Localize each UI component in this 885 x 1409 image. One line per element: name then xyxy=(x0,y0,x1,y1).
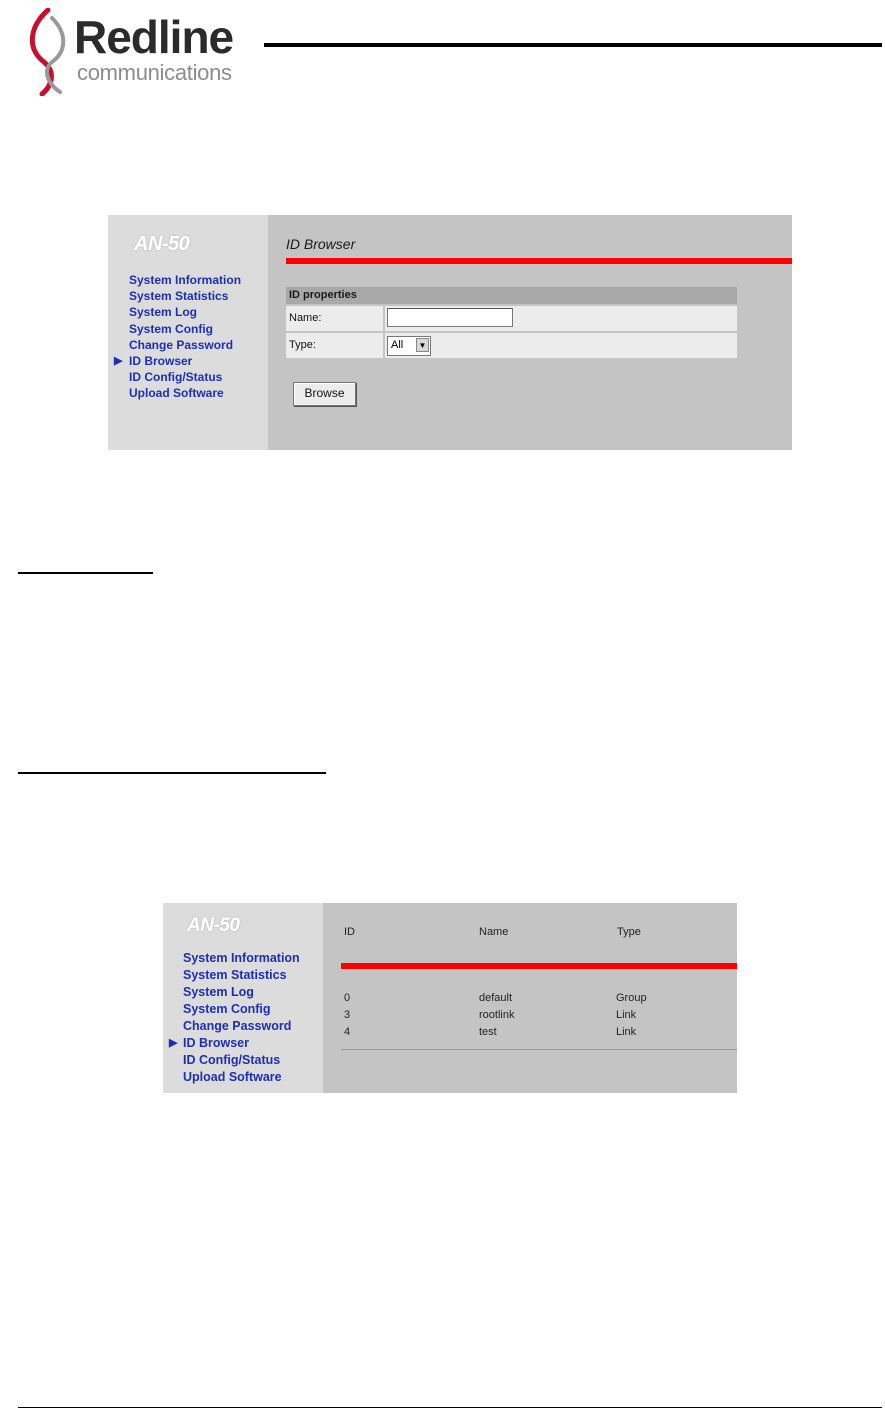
menu-item-system-log[interactable] xyxy=(129,304,241,320)
menu-item-system-log[interactable] xyxy=(183,984,300,1001)
redline-logo-icon xyxy=(22,8,74,96)
selected-arrow-icon: ▶ xyxy=(114,354,123,367)
logo-wordmark: Redline xyxy=(74,11,234,63)
menu-item-system-information[interactable] xyxy=(129,272,241,288)
page-title: ID Browser xyxy=(286,236,356,252)
menu-item-id-config-status[interactable] xyxy=(183,1052,300,1069)
selected-arrow-icon: ▶ xyxy=(169,1037,178,1049)
sidebar xyxy=(163,903,323,1093)
browse-button[interactable]: Browse xyxy=(293,382,356,406)
type-select-value: All xyxy=(391,339,404,351)
table-row[interactable] xyxy=(343,992,723,1008)
id-browser-form-screenshot xyxy=(108,215,792,450)
cell-type: Group xyxy=(616,992,647,1004)
type-select[interactable] xyxy=(387,336,431,356)
menu-item-label: ID Browser xyxy=(129,353,193,368)
table-row[interactable] xyxy=(343,1026,723,1042)
header-accent-bar xyxy=(341,963,737,969)
cell-name[interactable]: default xyxy=(479,992,513,1004)
menu-item-label: Upload Software xyxy=(183,1070,282,1084)
menu-item-system-statistics[interactable] xyxy=(129,288,241,304)
menu-item-label: System Information xyxy=(129,273,242,287)
menu-item-label: System Config xyxy=(183,1002,271,1016)
table-bottom-divider xyxy=(341,1049,737,1050)
name-row xyxy=(286,304,737,331)
section-heading-underline xyxy=(18,772,326,774)
header-rule xyxy=(264,43,882,47)
menu-item-label: ID Config/Status xyxy=(183,1053,281,1067)
menu-item-system-information[interactable] xyxy=(183,950,300,967)
menu-item-upload-software[interactable] xyxy=(129,385,241,401)
menu-item-label: ID Config/Status xyxy=(129,370,223,385)
menu-item-label: System Statistics xyxy=(129,289,229,304)
type-label: Type: xyxy=(289,339,316,351)
menu-item-label: Upload Software xyxy=(129,386,224,401)
menu-item-label: System Statistics xyxy=(183,968,287,982)
cell-separator xyxy=(383,333,385,358)
menu-item-system-config[interactable] xyxy=(183,1001,300,1018)
menu-item-system-config[interactable] xyxy=(129,321,241,337)
menu-item-id-browser[interactable] xyxy=(114,353,241,369)
sidebar-menu xyxy=(114,272,242,402)
cell-id: 4 xyxy=(344,1026,351,1038)
id-list-screenshot xyxy=(163,903,737,1093)
menu-item-label: ID Browser xyxy=(183,1036,249,1050)
name-input[interactable] xyxy=(387,308,513,327)
menu-item-label: Change Password xyxy=(183,1019,292,1033)
menu-item-id-config-status[interactable] xyxy=(129,369,241,385)
cell-name[interactable]: rootlink xyxy=(479,1009,515,1021)
sidebar-title: AN-50 xyxy=(134,233,190,255)
name-label: Name: xyxy=(289,312,322,324)
menu-item-label: System Log xyxy=(129,305,198,320)
column-header-id: ID xyxy=(344,926,355,938)
footer-rule xyxy=(18,1407,882,1408)
sidebar-menu xyxy=(169,950,300,1086)
sidebar-title: AN-50 xyxy=(187,915,240,936)
cell-type: Link xyxy=(616,1009,637,1021)
menu-item-label: System Config xyxy=(129,321,214,336)
section-heading-underline xyxy=(18,572,153,574)
column-header-type: Type xyxy=(617,926,641,938)
cell-type: Link xyxy=(616,1026,637,1038)
column-header-name: Name xyxy=(479,926,509,938)
menu-item-label: Change Password xyxy=(129,337,234,352)
menu-item-system-statistics[interactable] xyxy=(183,967,300,984)
menu-item-label: System Information xyxy=(183,951,300,965)
menu-item-label: System Log xyxy=(183,985,254,999)
cell-separator xyxy=(383,306,385,331)
cell-id: 3 xyxy=(344,1009,351,1021)
id-properties-table xyxy=(286,287,737,358)
menu-item-id-browser[interactable] xyxy=(169,1035,300,1052)
logo-subtitle: communications xyxy=(77,60,232,85)
menu-item-upload-software[interactable] xyxy=(183,1069,300,1086)
type-row xyxy=(286,331,737,358)
cell-name[interactable]: test xyxy=(479,1026,497,1038)
menu-item-change-password[interactable] xyxy=(183,1018,300,1035)
table-row[interactable] xyxy=(343,1009,723,1025)
cell-id: 0 xyxy=(344,992,351,1004)
title-accent-bar xyxy=(286,258,792,264)
id-properties-header: ID properties xyxy=(286,287,737,304)
dropdown-arrow-icon[interactable]: ▼ xyxy=(416,338,429,352)
sidebar xyxy=(108,215,268,450)
menu-item-change-password[interactable] xyxy=(129,337,241,353)
